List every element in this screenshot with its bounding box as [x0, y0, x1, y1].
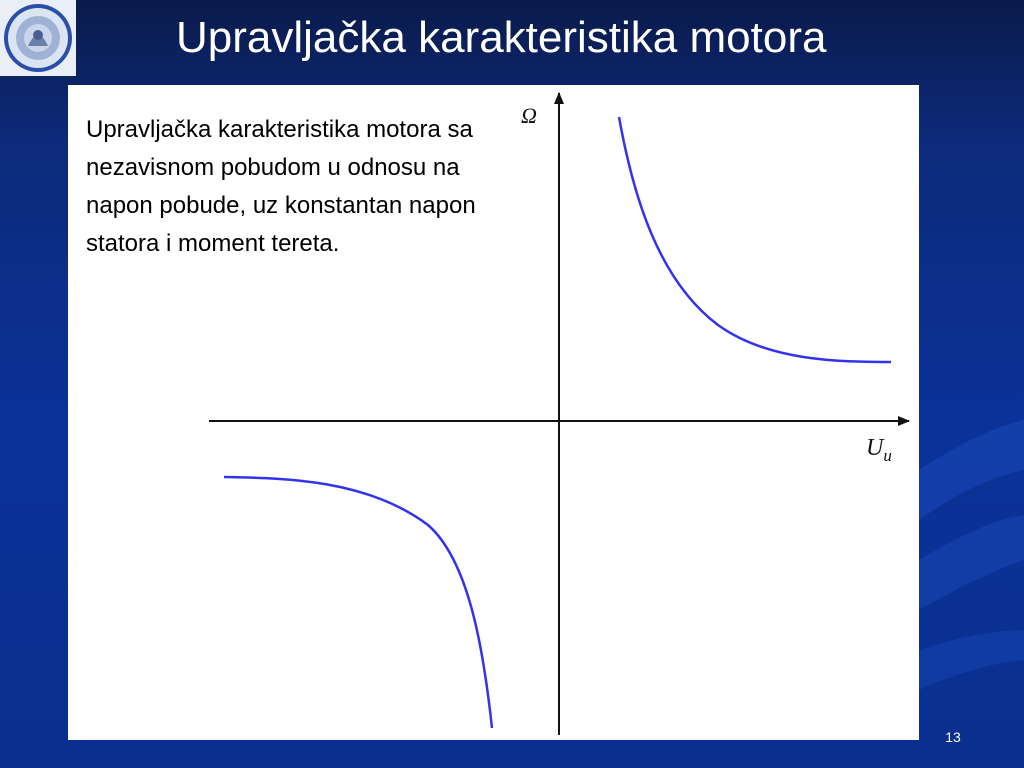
page-number: 13 [945, 729, 961, 745]
lower-left-curve [224, 477, 492, 728]
x-axis-label [866, 435, 892, 465]
content-panel [68, 85, 919, 740]
y-axis-label: Ω [521, 103, 537, 128]
description-text: Upravljačka karakteristika motora sa nezavisnom pobudom u odnosu na napon pobude, uz konstantan napon statora i moment tereta. [86, 116, 476, 257]
slide-title: Upravljačka karakteristika motora [176, 13, 827, 62]
upper-right-curve [619, 117, 891, 362]
school-logo [0, 0, 76, 76]
control-characteristic-graph [68, 85, 919, 740]
x-axis-label-main: U [866, 435, 884, 461]
school-seal-icon [2, 2, 74, 74]
x-axis-label-subscript: u [883, 446, 892, 465]
